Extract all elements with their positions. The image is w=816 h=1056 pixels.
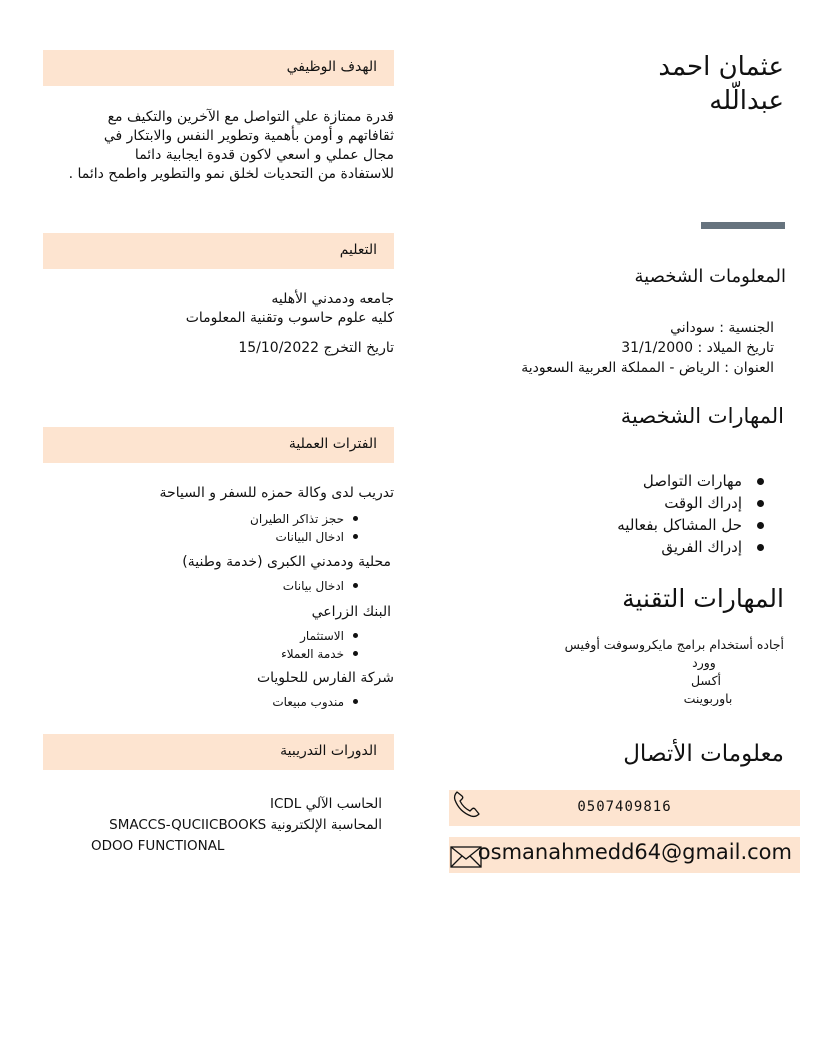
tech-skill-word: وورد [692,655,716,670]
tech-skills-lead: أجاده أستخدام برامج مايكروسوفت أوفيس [564,637,784,652]
job-org: محلية ودمدني الكبرى (خدمة وطنية) [182,554,391,570]
job-org: البنك الزراعي [311,604,391,620]
name-line-2: عبدالّله [709,86,784,116]
education-header [43,233,394,269]
nationality: الجنسية : سوداني [670,320,774,336]
objective-line: ثقافاتهم و أومن بأهمية وتطوير النفس والابتكار في [103,128,394,144]
graduation-date: تاريخ التخرج 15/10/2022 [238,340,394,356]
course-item: المحاسبة الإلكترونية SMACCS-QUCIICBOOKS [109,817,382,833]
courses-heading: الدورات التدريبية [280,743,377,759]
email-box [449,837,800,873]
course-item: الحاسب الآلي ICDL [270,796,382,812]
birth-date: تاريخ الميلاد : 31/1/2000 [621,340,774,356]
courses-list [22,794,382,836]
list-item: حل المشاكل بفعاليه [464,514,764,536]
job-org: شركة الفارس للحلويات [256,670,394,686]
job-task-list [160,510,360,546]
job-org: تدريب لدى وكالة حمزه للسفر و السياحة [159,485,394,501]
list-item: الاستثمار [160,627,360,645]
tech-skill-excel: أكسل [690,673,722,688]
resume-name [484,50,784,118]
phone-number[interactable]: 0507409816 [577,799,672,815]
job-task-list [160,577,360,595]
soft-skills-list [464,470,764,558]
objective-line: مجال عملي و اسعي لاكون قدوة ايجابية دائما [134,147,394,163]
objective-text [34,108,394,184]
job-task-list [160,693,360,711]
contact-heading: معلومات الأتصال [623,741,784,767]
objective-heading: الهدف الوظيفي [286,59,377,75]
objective-header [43,50,394,86]
experience-header [43,427,394,463]
list-item: خدمة العملاء [160,645,360,663]
name-underline-bar [701,222,785,229]
courses-header [43,734,394,770]
education-heading: التعليم [339,242,377,258]
phone-box [449,790,800,826]
list-item: إدراك الوقت [464,492,764,514]
objective-line: للاستفادة من التحديات لخلق نمو والتطوير واطمح دائما . [68,166,394,182]
tech-skill-powerpoint: باوربوينت [683,691,733,706]
list-item: ادخال بيانات [160,577,360,595]
personal-info-list [414,318,774,378]
faculty: كليه علوم حاسوب وتقنية المعلومات [185,310,394,326]
list-item: مهارات التواصل [464,470,764,492]
list-item: حجز تذاكر الطيران [160,510,360,528]
university: جامعه ودمدني الأهليه [271,291,394,307]
list-item: ادخال البيانات [160,528,360,546]
personal-info-heading: المعلومات الشخصية [634,266,786,287]
address: العنوان : الرياض - المملكة العربية السعودية [521,360,774,376]
course-item: ODOO FUNCTIONAL [91,838,225,854]
list-item: مندوب مبيعات [160,693,360,711]
email-address[interactable]: osmanahmedd64@gmail.com [477,840,792,864]
soft-skills-heading: المهارات الشخصية [620,404,784,428]
name-line-1: عثمان احمد [658,52,784,82]
experience-heading: الفترات العملية [288,436,377,452]
education-block [34,290,394,358]
objective-line: قدرة ممتازة علي التواصل مع الآخرين والتكيف مع [107,109,394,125]
job-task-list [160,627,360,663]
list-item: إدراك الفريق [464,536,764,558]
tech-skills-heading: المهارات التقنية [622,584,784,613]
